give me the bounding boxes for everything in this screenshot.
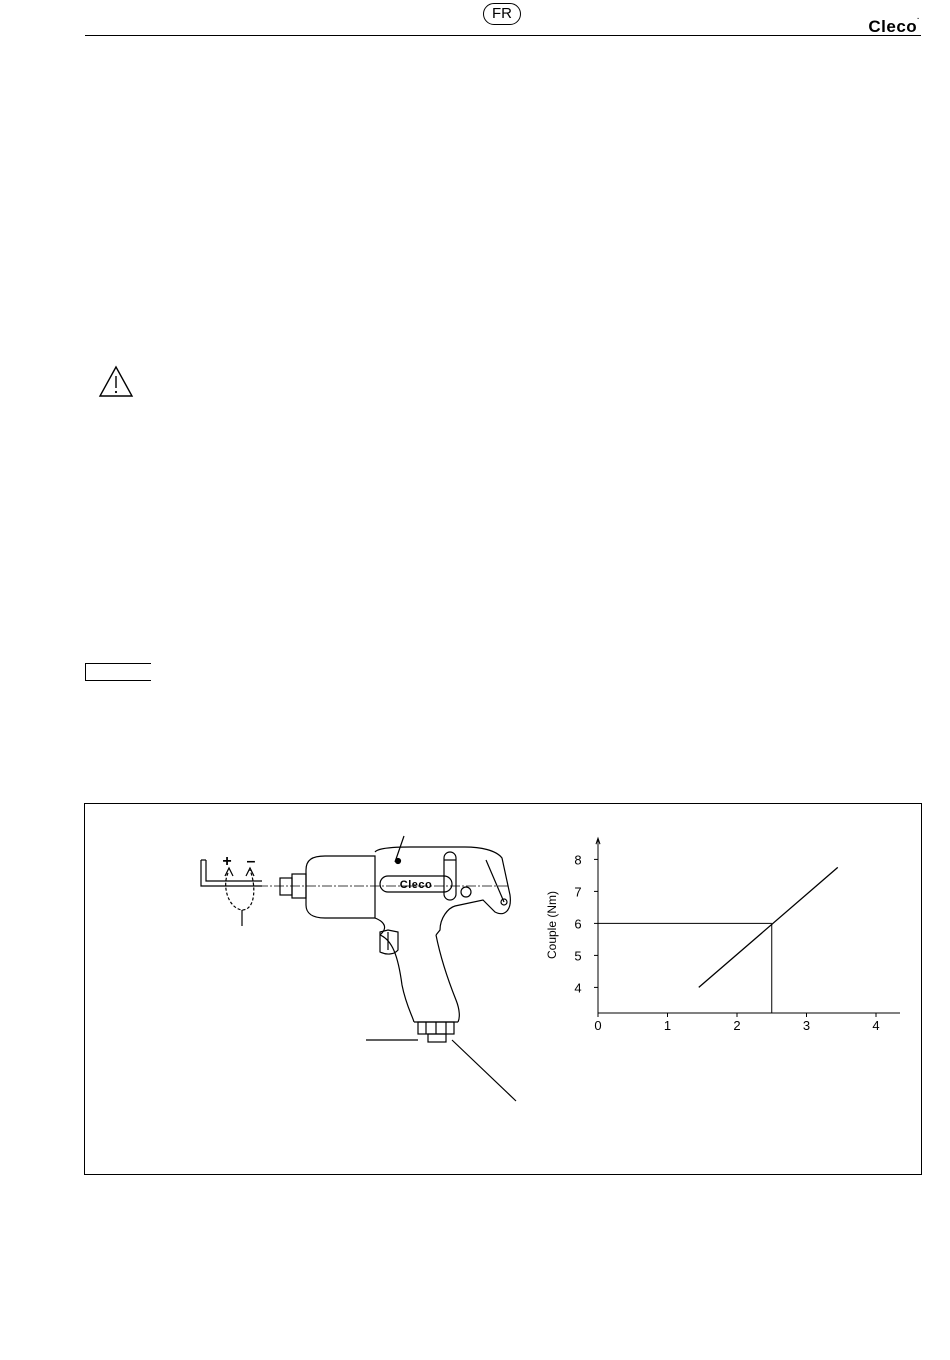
adjust-plus-label: + (222, 853, 232, 870)
tool-illustration (190, 828, 530, 1108)
x-tick-label: 3 (802, 1018, 811, 1033)
brand-logo-mark: · (917, 16, 920, 23)
x-tick-label: 2 (733, 1018, 741, 1033)
chart-ticks (574, 852, 879, 1033)
y-tick-label: 4 (574, 980, 582, 996)
series-line (699, 867, 838, 987)
x-tick-label: 1 (663, 1018, 672, 1033)
header-rule (85, 35, 921, 36)
brand-logo-text: Cleco (868, 17, 918, 36)
x-tick-label: 0 (594, 1018, 602, 1033)
y-tick-label: 7 (574, 884, 582, 900)
note-box (85, 663, 151, 681)
y-tick-label: 5 (574, 948, 582, 964)
x-tick-label: 4 (872, 1018, 880, 1033)
torque-chart (540, 830, 900, 1045)
chart-axes (596, 838, 900, 1015)
y-tick-label: 6 (574, 916, 582, 932)
language-badge: FR (483, 3, 521, 25)
warning-triangle-icon (98, 365, 134, 399)
tool-logo-text: Cleco (399, 879, 433, 891)
chart-marks (598, 867, 838, 1013)
brand-logo (868, 17, 920, 37)
chart-y-axis-label: Couple (Nm) (545, 890, 559, 960)
adjust-minus-label: – (246, 853, 256, 870)
y-tick-label: 8 (574, 852, 582, 868)
